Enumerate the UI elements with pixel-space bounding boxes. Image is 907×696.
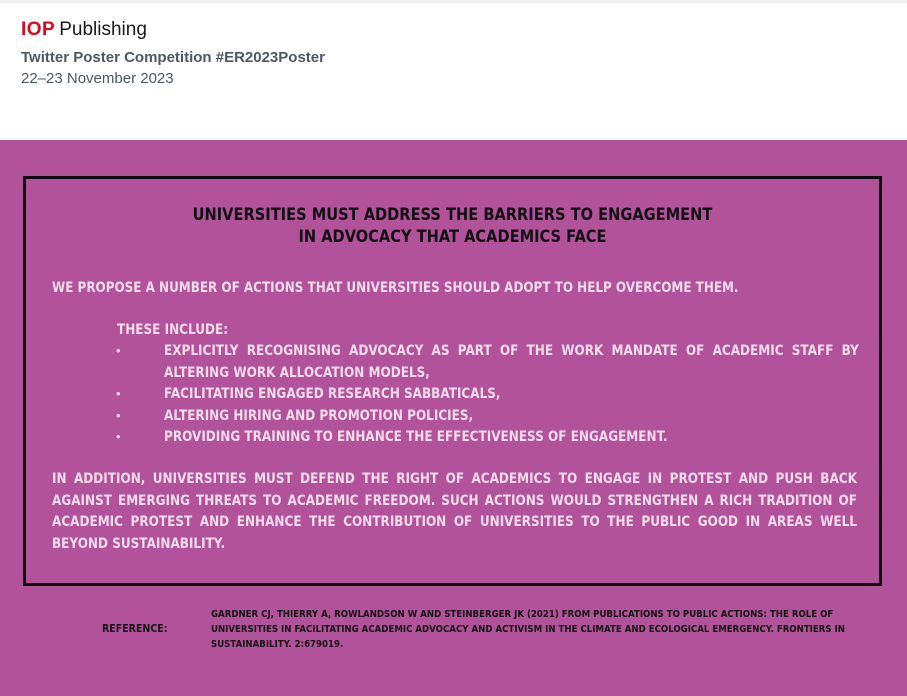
- event-date: 22–23 November 2023: [21, 70, 174, 87]
- bullet-icon: •: [116, 386, 121, 401]
- bullet-icon: •: [116, 429, 121, 444]
- poster-content-box: [23, 176, 882, 586]
- list-item-text: ALTERING HIRING AND PROMOTION POLICIES,: [164, 407, 474, 424]
- headline-line-1: UNIVERSITIES MUST ADDRESS THE BARRIERS TO ENGAGEMENT: [192, 205, 713, 225]
- list-item: [112, 406, 857, 428]
- logo-iop: IOP: [21, 19, 56, 40]
- reference-label: REFERENCE:: [102, 622, 168, 635]
- list-item: [112, 341, 857, 384]
- closing-paragraph: IN ADDITION, UNIVERSITIES MUST DEFEND THE RIGHT OF ACADEMICS TO ENGAGE IN PROTEST AND PUSH BACK AGAINST EMERGING THREATS TO ACADEMIC FREEDOM. SUCH ACTIONS WOULD STRENGTHEN A RICH TRADITION OF ACADEMIC PROTEST AND ENHANCE THE CONTRIBUTION OF UNIVERSITIES TO THE PUBLIC GOOD IN AREAS WELL BEYOND SUSTAINABILITY.: [52, 471, 857, 552]
- actions-list: [112, 341, 857, 449]
- reference-citation: GARDNER CJ, THIERRY A, ROWLANDSON W AND STEINBERGER JK (2021) FROM PUBLICATIONS TO PUBLIC ACTIONS: THE ROLE OF UNIVERSITIES IN FACILITATING ACADEMIC ADVOCACY AND ACTIVISM IN THE CLIMATE AND ECOLOGICAL EMERGENCY. FRONTIERS IN SUSTAINABILITY. 2:679019.: [211, 609, 845, 650]
- headline-line-2: IN ADVOCACY THAT ACADEMICS FACE: [298, 227, 607, 247]
- bullet-icon: •: [116, 407, 121, 423]
- includes-label: THESE INCLUDE:: [117, 322, 229, 338]
- list-item-text: EXPLICITLY RECOGNISING ADVOCACY AS PART OF THE WORK MANDATE OF ACADEMIC STAFF BY ALTERING WORK ALLOCATION MODELS,: [164, 343, 859, 381]
- logo-publishing: Publishing: [59, 19, 147, 40]
- iop-publishing-logo: [21, 19, 147, 41]
- event-title: Twitter Poster Competition #ER2023Poster: [21, 49, 325, 66]
- list-item-text: PROVIDING TRAINING TO ENHANCE THE EFFECTIVENESS OF ENGAGEMENT.: [164, 429, 668, 445]
- bullet-icon: •: [116, 343, 121, 358]
- page-header: [0, 0, 907, 140]
- poster-headline: [86, 204, 820, 248]
- list-item-text: FACILITATING ENGAGED RESEARCH SABBATICALS,: [164, 386, 501, 402]
- list-item: [112, 384, 857, 406]
- intro-text: WE PROPOSE A NUMBER OF ACTIONS THAT UNIVERSITIES SHOULD ADOPT TO HELP OVERCOME THEM.: [52, 280, 739, 296]
- list-item: [112, 427, 857, 449]
- poster-panel: [0, 140, 907, 696]
